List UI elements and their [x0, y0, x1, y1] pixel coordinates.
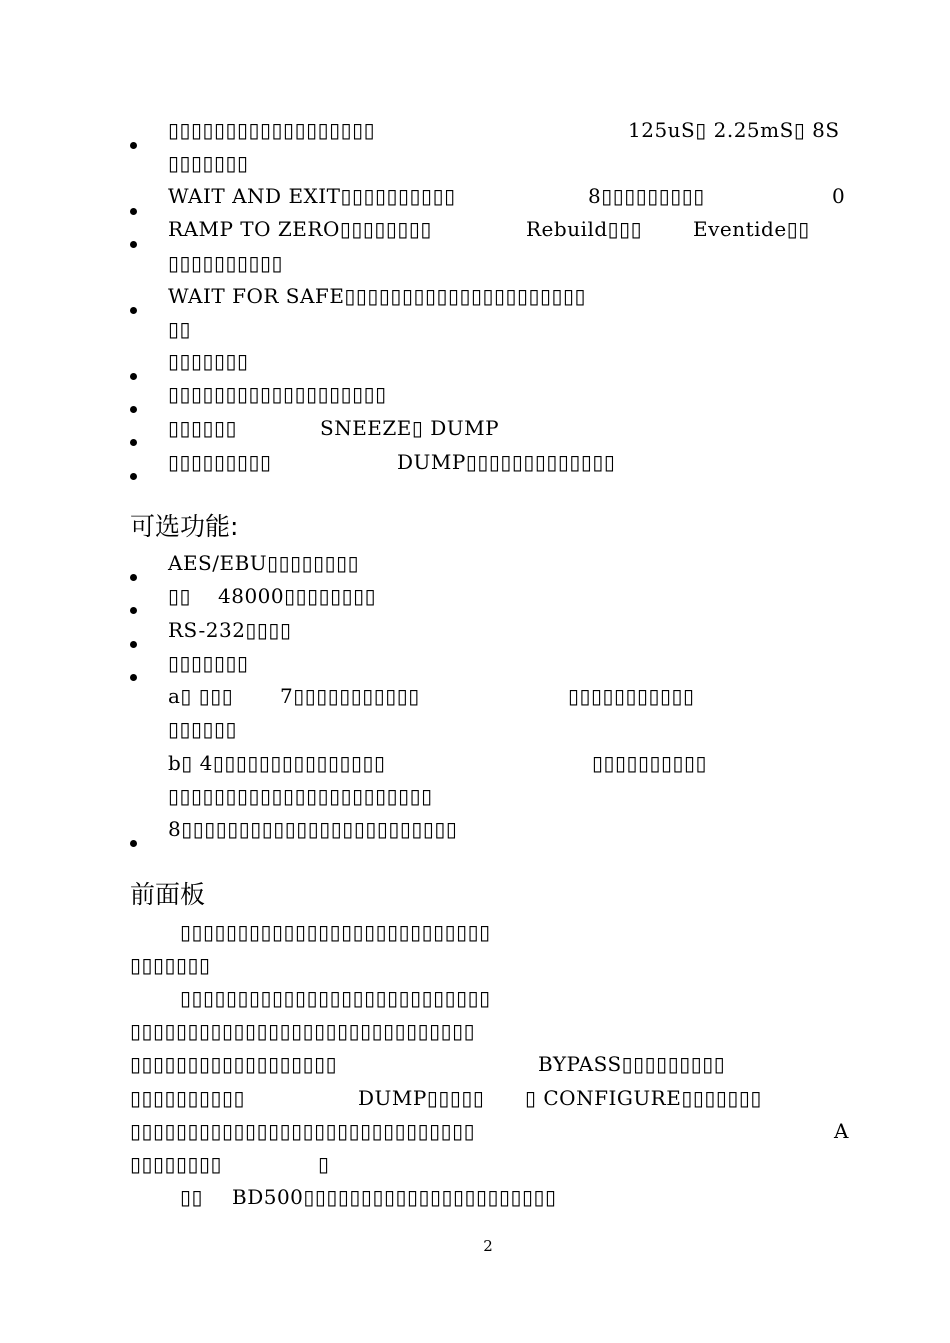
paragraph-line: ▯▯▯▯▯▯▯▯▯▯ [130, 1086, 246, 1110]
bullet [130, 607, 137, 614]
paragraph-line: ▯▯▯▯▯▯▯▯▯▯▯▯▯▯▯▯▯▯▯▯▯▯▯▯▯▯▯▯▯▯ [130, 1019, 476, 1043]
sub-item-text: b▯ 4▯▯▯▯▯▯▯▯▯▯▯▯▯▯▯ [168, 751, 386, 775]
sub-item-text: a▯ ▯▯▯ [168, 684, 234, 708]
sub-item-text: ▯▯▯▯▯▯▯▯▯▯▯ [568, 684, 695, 708]
list-item-text: Rebuild▯▯▯ [526, 217, 643, 241]
paragraph-line: ▯▯▯▯▯▯▯ [130, 953, 211, 977]
list-item-text: DUMP▯▯▯▯▯▯▯▯▯▯▯▯▯ [397, 450, 616, 474]
list-item-text: Eventide▯▯ [693, 217, 810, 241]
list-item: RS-232▯▯▯▯ [168, 618, 292, 642]
list-item: ▯▯▯▯▯▯▯▯▯▯▯▯▯▯▯▯▯▯▯ [168, 382, 387, 406]
list-item: ▯▯▯▯▯▯▯ [168, 349, 249, 373]
sub-item-text: 7▯▯▯▯▯▯▯▯▯▯▯ [280, 684, 420, 708]
list-item: WAIT AND EXIT▯▯▯▯▯▯▯▯▯▯ [168, 184, 456, 208]
list-item-text: ▯▯▯▯▯▯▯ [168, 151, 249, 175]
paragraph-line: DUMP▯▯▯▯▯ [358, 1086, 485, 1110]
bullet [130, 574, 137, 581]
bullet [130, 406, 137, 413]
list-item-text: ▯▯ [168, 317, 192, 341]
section-heading-front-panel: 前面板 [130, 880, 206, 909]
list-item: ▯▯ [168, 584, 192, 608]
bullet [130, 241, 137, 248]
paragraph-line: ▯▯▯▯▯▯▯▯▯▯▯▯▯▯▯▯▯▯ [130, 1052, 338, 1076]
list-item: RAMP TO ZERO▯▯▯▯▯▯▯▯ [168, 217, 432, 241]
sub-item-text: ▯▯▯▯▯▯▯▯▯▯ [592, 751, 708, 775]
sub-item-text: ▯▯▯▯▯▯ [168, 717, 238, 741]
paragraph-line: A [834, 1119, 849, 1143]
page-number: 2 [483, 1237, 493, 1255]
bullet [130, 641, 137, 648]
bullet [130, 473, 137, 480]
list-item: ▯▯▯▯▯▯▯ [168, 651, 249, 675]
list-item-text: 8▯▯▯▯▯▯▯▯▯ [588, 184, 705, 208]
list-item: WAIT FOR SAFE▯▯▯▯▯▯▯▯▯▯▯▯▯▯▯▯▯▯▯▯▯ [168, 284, 587, 308]
list-item-text: 125uS▯ 2.25mS▯ 8S [628, 118, 840, 142]
bullet [130, 307, 137, 314]
list-item-text: 48000▯▯▯▯▯▯▯▯ [218, 584, 377, 608]
section-heading-optional-features: 可选功能: [130, 512, 239, 541]
list-item-text: SNEEZE▯ DUMP [320, 416, 500, 440]
bullet [130, 208, 137, 215]
paragraph-line: ▯▯▯▯▯▯▯▯▯▯▯▯▯▯▯▯▯▯▯▯▯▯▯▯▯▯▯ [180, 986, 491, 1010]
list-item: ▯▯▯▯▯▯ [168, 416, 238, 440]
list-item: ▯▯▯▯▯▯▯▯▯▯▯▯▯▯▯▯▯▯ [168, 118, 376, 142]
list-item-text: ▯▯▯▯▯▯▯▯▯▯ [168, 251, 284, 275]
bullet [130, 674, 137, 681]
list-item: AES/EBU▯▯▯▯▯▯▯▯ [168, 551, 360, 575]
list-item: ▯▯▯▯▯▯▯▯▯ [168, 450, 272, 474]
paragraph-line: ▯▯▯▯▯▯▯▯▯▯▯▯▯▯▯▯▯▯▯▯▯▯▯▯▯▯▯▯▯▯ [130, 1119, 476, 1143]
sub-item-text: ▯▯▯▯▯▯▯▯▯▯▯▯▯▯▯▯▯▯▯▯▯▯▯ [168, 784, 433, 808]
paragraph-line: ▯ [318, 1152, 330, 1176]
bullet [130, 373, 137, 380]
paragraph-line: BD500▯▯▯▯▯▯▯▯▯▯▯▯▯▯▯▯▯▯▯▯▯▯ [232, 1185, 557, 1209]
paragraph-line: ▯▯▯▯▯▯▯▯▯▯▯▯▯▯▯▯▯▯▯▯▯▯▯▯▯▯▯ [180, 920, 491, 944]
bullet [130, 840, 137, 847]
bullet [130, 439, 137, 446]
list-item-text: 0 [832, 184, 846, 208]
paragraph-line: ▯▯ [180, 1185, 204, 1209]
bullet [130, 142, 137, 149]
paragraph-line: BYPASS▯▯▯▯▯▯▯▯▯ [538, 1052, 726, 1076]
list-item: 8▯▯▯▯▯▯▯▯▯▯▯▯▯▯▯▯▯▯▯▯▯▯▯▯ [168, 817, 458, 841]
paragraph-line: ▯ CONFIGURE▯▯▯▯▯▯▯ [525, 1086, 762, 1110]
paragraph-line: ▯▯▯▯▯▯▯▯ [130, 1152, 223, 1176]
